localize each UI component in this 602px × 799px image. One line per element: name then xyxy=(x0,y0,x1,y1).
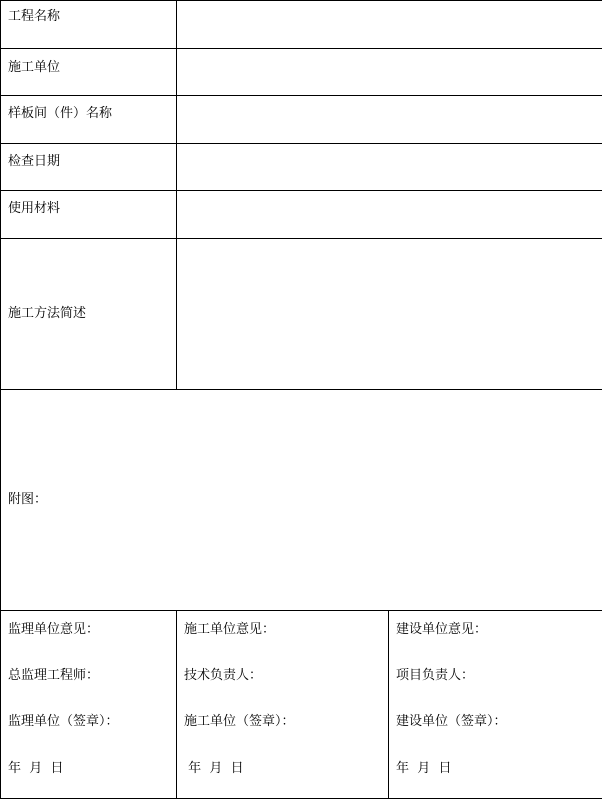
project-name-value[interactable] xyxy=(177,1,602,49)
row-construction-unit xyxy=(1,49,602,96)
construction-seal: 施工单位（签章）： xyxy=(184,714,295,729)
project-name-label: 工程名称 xyxy=(1,1,177,49)
supervision-opinion: 监理单位意见： xyxy=(8,622,100,637)
technical-director: 技术负责人： xyxy=(184,668,263,683)
row-project-name xyxy=(1,1,602,49)
project-director: 项目负责人： xyxy=(396,668,475,683)
supervision-signature-cell[interactable] xyxy=(1,611,177,799)
inspection-date-label: 检查日期 xyxy=(1,144,177,191)
owner-signature-cell[interactable] xyxy=(389,611,602,799)
method-label: 施工方法简述 xyxy=(1,239,177,390)
materials-value[interactable] xyxy=(177,191,602,239)
construction-unit-value[interactable] xyxy=(177,49,602,96)
construction-opinion: 施工单位意见： xyxy=(184,622,276,637)
chief-supervisor: 总监理工程师： xyxy=(8,668,100,683)
construction-date: 年 月 日 xyxy=(184,761,244,776)
owner-date: 年 月 日 xyxy=(396,761,452,776)
figure-cell[interactable] xyxy=(1,390,602,611)
sample-name-label: 样板间（件）名称 xyxy=(1,96,177,144)
row-sample-name xyxy=(1,96,602,144)
supervision-date: 年 月 日 xyxy=(8,761,64,776)
construction-unit-label: 施工单位 xyxy=(1,49,177,96)
row-inspection-date xyxy=(1,144,602,191)
figure-label: 附图： xyxy=(8,492,48,507)
row-method xyxy=(1,239,602,390)
row-figure xyxy=(1,390,602,611)
row-signatures xyxy=(1,611,602,799)
owner-seal: 建设单位（签章）： xyxy=(396,714,507,729)
method-value[interactable] xyxy=(177,239,602,390)
sample-name-value[interactable] xyxy=(177,96,602,144)
materials-label: 使用材料 xyxy=(1,191,177,239)
row-materials xyxy=(1,191,602,239)
owner-opinion: 建设单位意见： xyxy=(396,622,488,637)
construction-signature-cell[interactable] xyxy=(177,611,389,799)
supervision-seal: 监理单位（签章）： xyxy=(8,714,119,729)
inspection-date-value[interactable] xyxy=(177,144,602,191)
